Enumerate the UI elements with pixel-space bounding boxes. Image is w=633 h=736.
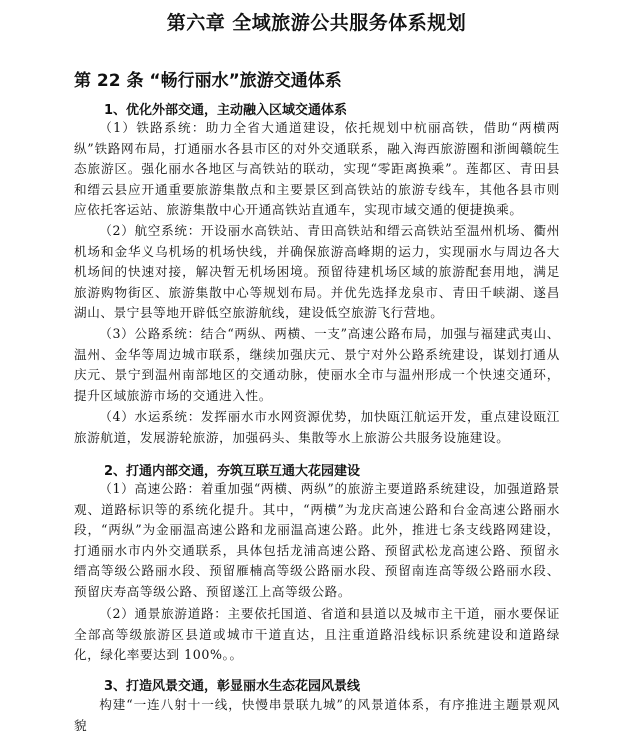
paragraph-water-transport: （4）水运系统：发挥丽水市水网资源优势，加快瓯江航运开发，重点建设瓯江旅游航道，发展游轮旅游，加强码头、集散等水上旅游公共服务设施建设。 <box>74 409 560 445</box>
paragraph-expressway: （1）高速公路：着重加强“两横、两纵”的旅游主要道路系统建设，加强道路景观、道路标识等的系统化提升。其中，“两横”为龙庆高速公路和台金高速公路丽水段，“两纵”为金丽温高速公路和龙丽温高速公路。此外，推进七条支线路网建设，打通丽水市内外交通联系，具体包括龙浦高速公路、预留武松龙高速公路、预留永缙高等级公路丽水段、预留雁楠高等级公路丽水段、预留南连高等级公路丽水段、预留庆寿高等级公路、预留遂江上高等级公路。 <box>74 481 560 599</box>
paragraph-highway-system: （3）公路系统：结合“两纵、两横、一支”高速公路布局，加强与福建武夷山、温州、金华等周边城市联系，继续加强庆元、景宁对外公路系统建设，谋划打通从庆元、景宁到温州南部地区的交通动脉，使丽水全市与温州形成一个快速交通环，提升区域旅游市场的交通进入性。 <box>74 326 560 403</box>
article-title: 第 22 条 “畅行丽水”旅游交通体系 <box>74 71 342 91</box>
chapter-title: 第六章 全域旅游公共服务体系规划 <box>166 12 467 34</box>
section-title-3: 3、打造风景交通，彰显丽水生态花园风景线 <box>104 679 361 694</box>
section-title-1: 1、优化外部交通，主动融入区域交通体系 <box>104 103 348 118</box>
paragraph-aviation: （2）航空系统：开设丽水高铁站、青田高铁站和缙云高铁站至温州机场、衢州机场和金华义乌机场的机场快线，并确保旅游高峰期的运力，实现丽水与周边各大机场间的快速对接，解决暂无机场困境。预留待建机场区域的旅游配套用地，满足旅游购物街区、旅游集散中心等规划布局。并优先选择龙泉市、青田千峡湖、遂昌湖山、景宁县等地开辟低空旅游航线，建设低空旅游飞行营地。 <box>74 223 560 321</box>
paragraph-scenic-transport: 构建“一连八射十一线，快慢串景联九城”的风景道体系，有序推进主题景观风貌 <box>74 697 560 733</box>
paragraph-scenic-roads: （2）通景旅游道路：主要依托国道、省道和县道以及城市主干道，丽水要保证全部高等级旅游区县道或城市干道直达，且注重道路沿线标识系统建设和道路绿化，绿化率要达到 100%。。 <box>74 606 560 663</box>
section-title-2: 2、打通内部交通，夯筑互联互通大花园建设 <box>104 464 361 479</box>
paragraph-railway: （1）铁路系统：助力全省大通道建设，依托规划中杭丽高铁，借助“两横两纵”铁路网布局，打通丽水各县市区的对外交通联系，融入海西旅游圈和浙闽赣皖生态旅游区。强化丽水各地区与高铁站的联动，实现“零距离换乘”。莲都区、青田县和缙云县应开通重要旅游集散点和主要景区到高铁站的旅游专线车，其他各县市则应依托客运站、旅游集散中心开通高铁站直通车，实现市域交通的便捷换乘。 <box>74 120 560 218</box>
